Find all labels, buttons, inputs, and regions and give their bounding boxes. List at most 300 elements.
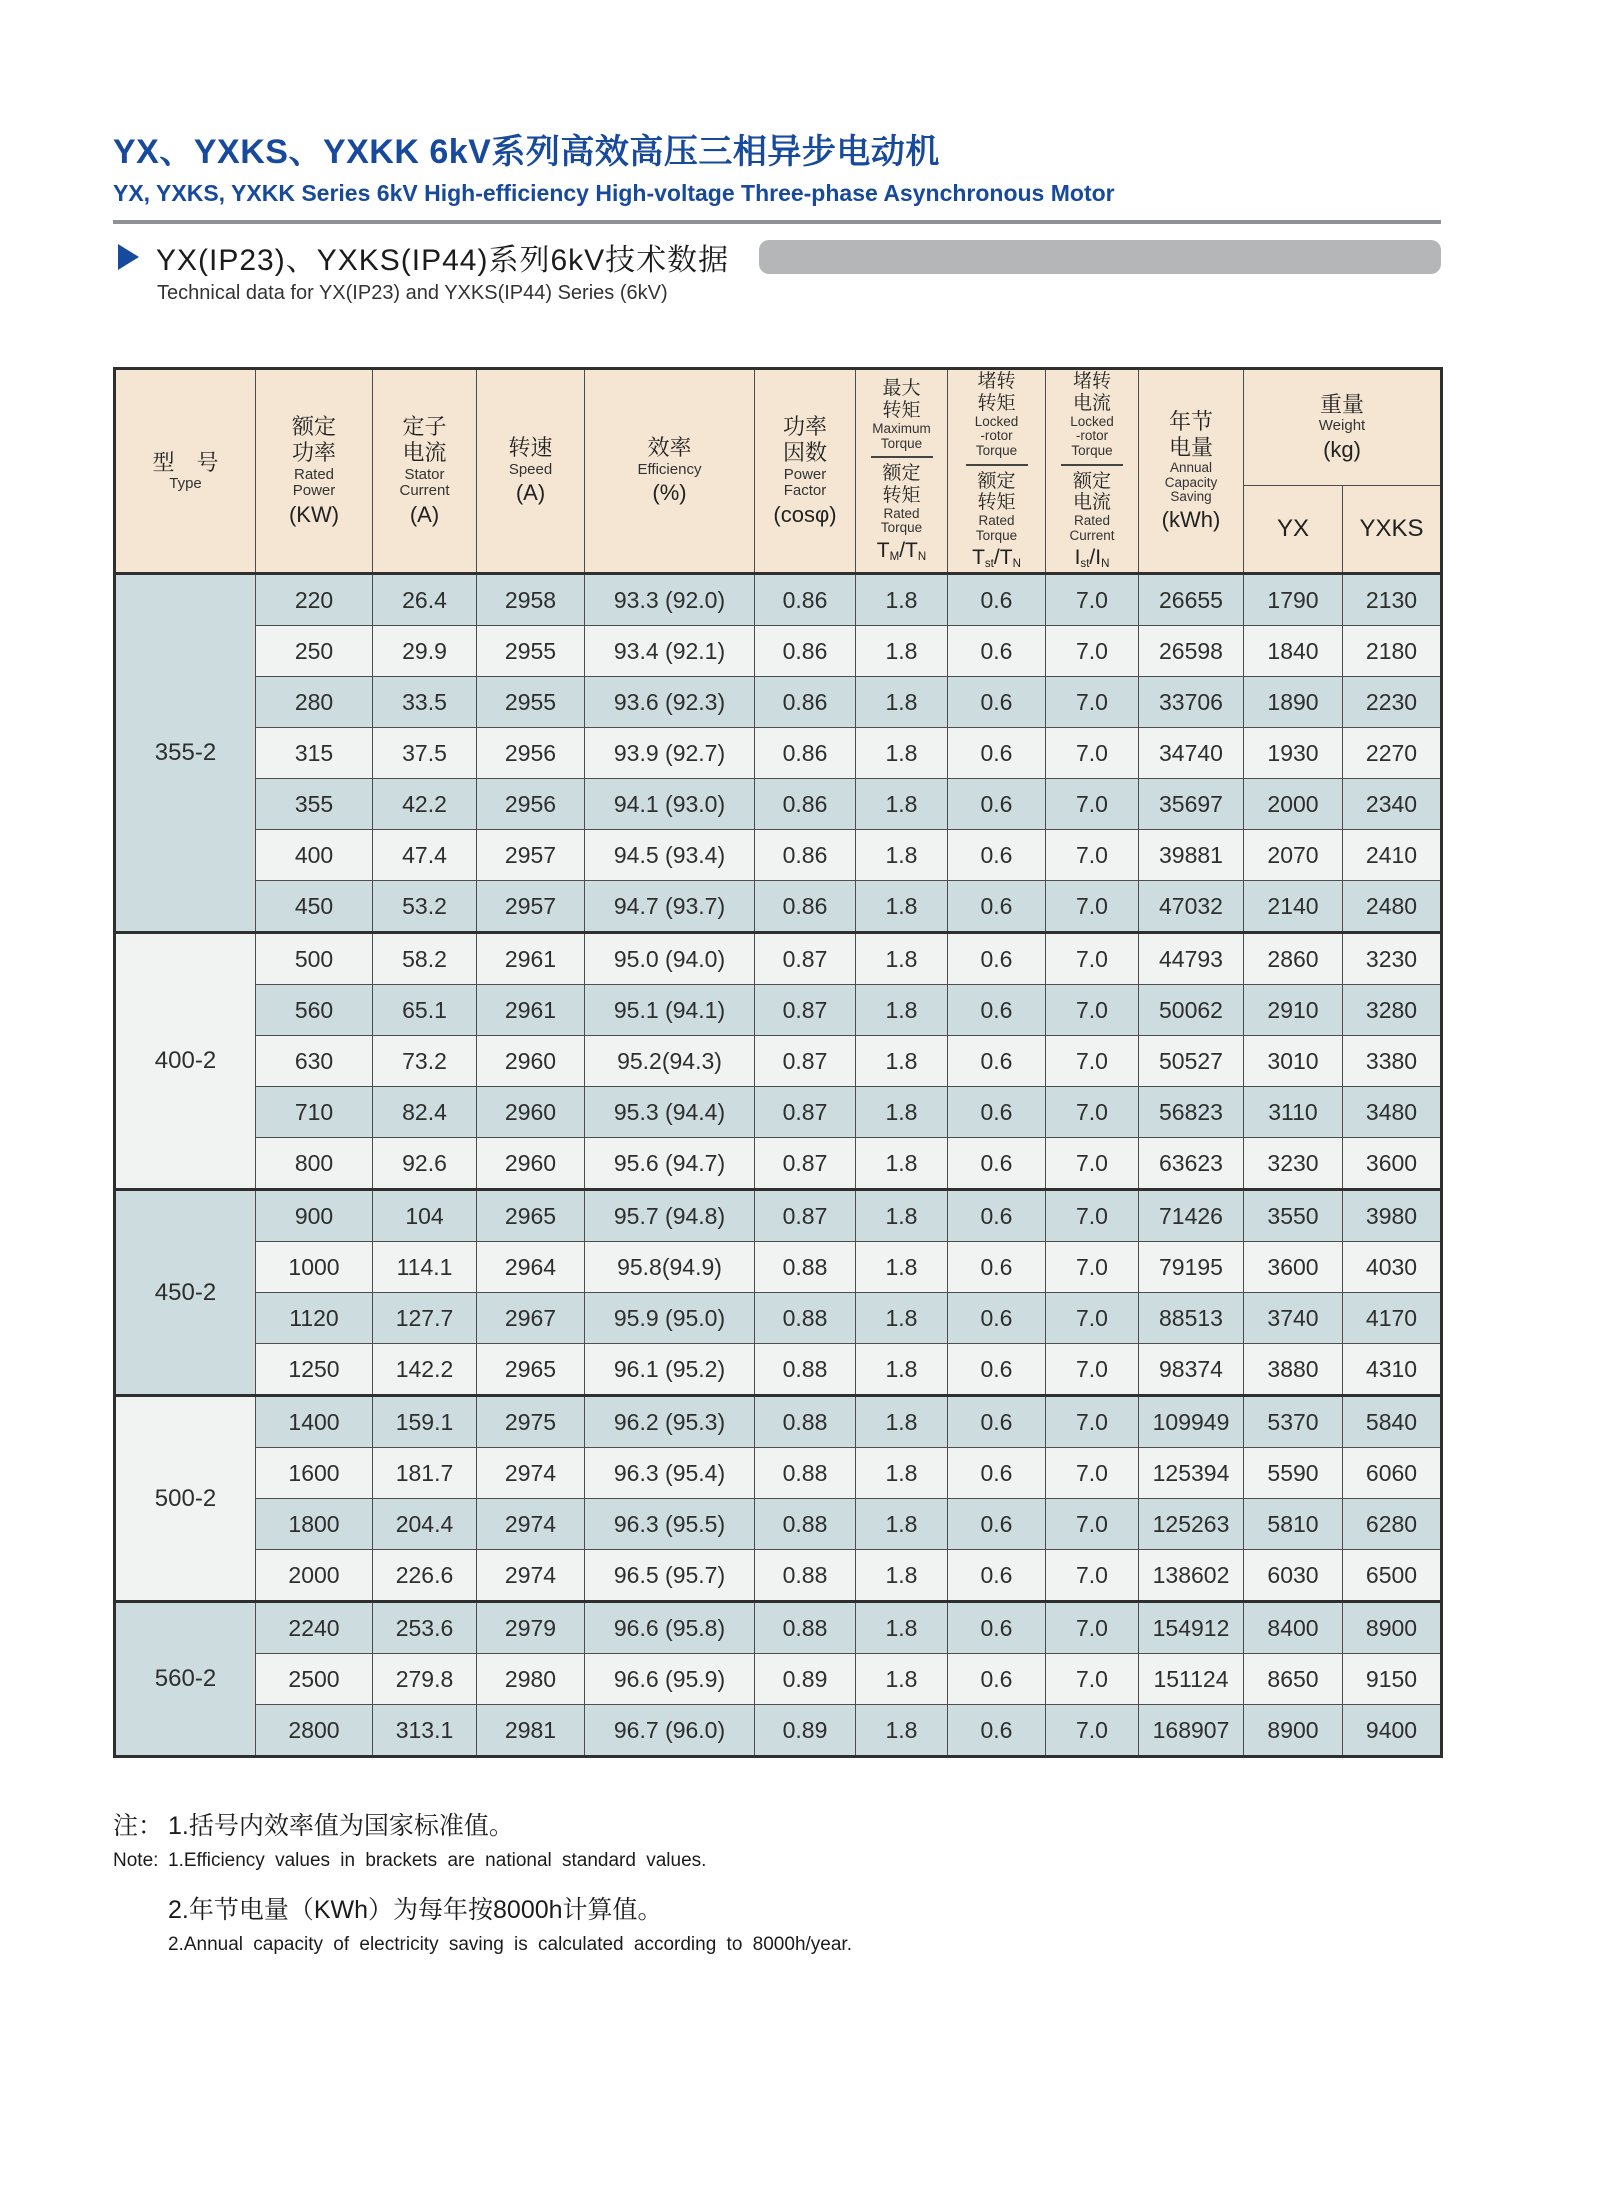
header-unit: (A)	[515, 480, 546, 506]
table-row	[115, 1190, 1442, 1242]
data-cell: 33.5	[373, 677, 477, 728]
data-cell: 3010	[1244, 1036, 1343, 1087]
note-text: 1.括号内效率值为国家标准值。	[168, 1812, 514, 1840]
col-header-power-factor	[755, 369, 856, 574]
data-cell: 0.6	[948, 626, 1046, 677]
header-unit: (cosφ)	[773, 501, 837, 527]
data-cell: 4310	[1343, 1344, 1442, 1396]
page	[113, 0, 1441, 1956]
data-cell: 181.7	[373, 1448, 477, 1499]
header-unit: (%)	[652, 480, 687, 506]
data-cell: 1.8	[856, 1344, 948, 1396]
data-cell: 2960	[477, 1087, 585, 1138]
header-label: 转速	[508, 435, 553, 461]
data-cell: 7.0	[1046, 677, 1139, 728]
data-cell: 2965	[477, 1190, 585, 1242]
table-row	[115, 1602, 1442, 1654]
data-cell: 1.8	[856, 1448, 948, 1499]
data-cell: 1.8	[856, 1705, 948, 1757]
header-label: Rated	[883, 505, 920, 521]
data-cell: 2800	[256, 1705, 373, 1757]
data-cell: 630	[256, 1036, 373, 1087]
data-cell: 1.8	[856, 779, 948, 830]
table-row	[115, 933, 1442, 985]
header-label: Saving	[1170, 489, 1212, 505]
table-row	[115, 626, 1442, 677]
data-cell: 4030	[1343, 1242, 1442, 1293]
col-header-type	[115, 369, 256, 574]
data-cell: 0.6	[948, 677, 1046, 728]
note-line	[113, 1806, 1441, 1842]
table-row	[115, 1654, 1442, 1705]
table-row	[115, 1448, 1442, 1499]
data-cell: 0.86	[755, 830, 856, 881]
data-cell: 3110	[1244, 1087, 1343, 1138]
data-cell: 3230	[1343, 933, 1442, 985]
header-label: 年节	[1168, 408, 1213, 434]
data-cell: 142.2	[373, 1344, 477, 1396]
data-cell: 37.5	[373, 728, 477, 779]
data-cell: 0.88	[755, 1396, 856, 1448]
header-label: 转矩	[882, 485, 921, 507]
header-label: 转矩	[977, 392, 1016, 414]
data-cell: 2961	[477, 933, 585, 985]
data-cell: 127.7	[373, 1293, 477, 1344]
data-cell: 7.0	[1046, 1293, 1139, 1344]
data-cell: 7.0	[1046, 1705, 1139, 1757]
data-cell: 7.0	[1046, 1448, 1139, 1499]
col-header-max-torque	[856, 369, 948, 574]
data-cell: 2956	[477, 728, 585, 779]
data-cell: 95.8(94.9)	[585, 1242, 755, 1293]
header-label: 定子	[402, 413, 447, 439]
header-label: -rotor	[980, 428, 1013, 444]
data-cell: 109949	[1139, 1396, 1244, 1448]
table-row	[115, 779, 1442, 830]
data-cell: 7.0	[1046, 881, 1139, 933]
col-header-weight-yxks	[1343, 486, 1442, 574]
section-arrow-icon	[118, 244, 139, 270]
data-cell: 2974	[477, 1550, 585, 1602]
col-header-weight-yx	[1244, 486, 1343, 574]
col-header-speed	[477, 369, 585, 574]
data-cell: 3380	[1343, 1036, 1442, 1087]
data-cell: 7.0	[1046, 626, 1139, 677]
data-cell: 2070	[1244, 830, 1343, 881]
data-cell: 2957	[477, 830, 585, 881]
data-cell: 3740	[1244, 1293, 1343, 1344]
data-cell: 3550	[1244, 1190, 1343, 1242]
data-cell: 42.2	[373, 779, 477, 830]
type-cell: 560-2	[115, 1602, 256, 1757]
header-label: Speed	[508, 460, 553, 478]
data-cell: 96.1 (95.2)	[585, 1344, 755, 1396]
table-row	[115, 1344, 1442, 1396]
data-cell: 2230	[1343, 677, 1442, 728]
type-cell: 500-2	[115, 1396, 256, 1602]
header-label: 型 号	[152, 449, 219, 475]
header-unit: (KW)	[288, 501, 340, 527]
note-line	[113, 1890, 1441, 1926]
data-cell: 2860	[1244, 933, 1343, 985]
header-unit: (kWh)	[1161, 507, 1221, 533]
ratio-symbol: $I_{st}/I_N$	[1074, 546, 1110, 571]
col-header-locked-rotor-current	[1046, 369, 1139, 574]
type-cell: 355-2	[115, 574, 256, 933]
data-cell: 0.88	[755, 1293, 856, 1344]
data-cell: 0.6	[948, 779, 1046, 830]
data-cell: 0.6	[948, 1602, 1046, 1654]
data-cell: 1250	[256, 1344, 373, 1396]
data-cell: 125263	[1139, 1499, 1244, 1550]
data-cell: 168907	[1139, 1705, 1244, 1757]
data-cell: 7.0	[1046, 1654, 1139, 1705]
data-cell: 7.0	[1046, 728, 1139, 779]
data-cell: 0.88	[755, 1499, 856, 1550]
table-row	[115, 985, 1442, 1036]
note-text: 2.Annual capacity of electricity saving is calculated according to 8000h/year.	[168, 1934, 852, 1955]
data-cell: 3880	[1244, 1344, 1343, 1396]
data-cell: 7.0	[1046, 1499, 1139, 1550]
table-row	[115, 1550, 1442, 1602]
data-cell: 33706	[1139, 677, 1244, 728]
data-cell: 0.88	[755, 1602, 856, 1654]
data-cell: 250	[256, 626, 373, 677]
data-cell: 0.6	[948, 574, 1046, 626]
header-label: 转矩	[977, 492, 1016, 514]
header-label: 最大	[882, 378, 921, 400]
data-cell: 3980	[1343, 1190, 1442, 1242]
data-cell: 4170	[1343, 1293, 1442, 1344]
data-cell: 2960	[477, 1138, 585, 1190]
data-cell: 0.86	[755, 574, 856, 626]
data-cell: 47.4	[373, 830, 477, 881]
header-label: Efficiency	[637, 460, 702, 478]
data-cell: 93.9 (92.7)	[585, 728, 755, 779]
data-cell: 98374	[1139, 1344, 1244, 1396]
data-cell: 1.8	[856, 830, 948, 881]
data-cell: 96.6 (95.8)	[585, 1602, 755, 1654]
data-cell: 0.6	[948, 985, 1046, 1036]
data-cell: 1.8	[856, 881, 948, 933]
data-cell: 0.87	[755, 933, 856, 985]
header-label: 功率	[782, 413, 827, 439]
data-cell: 1.8	[856, 933, 948, 985]
data-cell: 2980	[477, 1654, 585, 1705]
data-cell: 1.8	[856, 1499, 948, 1550]
data-cell: 0.6	[948, 1550, 1046, 1602]
data-cell: 0.86	[755, 626, 856, 677]
header-label: Locked	[1070, 413, 1114, 429]
header-label: 电流	[1072, 392, 1111, 414]
data-cell: 355	[256, 779, 373, 830]
data-cell: 0.6	[948, 1087, 1046, 1138]
data-cell: 2270	[1343, 728, 1442, 779]
header-label: Torque	[1071, 442, 1113, 458]
table-row	[115, 1036, 1442, 1087]
data-cell: 65.1	[373, 985, 477, 1036]
data-cell: 95.2(94.3)	[585, 1036, 755, 1087]
data-cell: 95.0 (94.0)	[585, 933, 755, 985]
header-label: Rated	[1073, 513, 1111, 529]
data-cell: 96.7 (96.0)	[585, 1705, 755, 1757]
section-header	[113, 237, 1441, 277]
header-label: 重量	[1320, 391, 1365, 417]
data-cell: 1.8	[856, 677, 948, 728]
data-cell: 0.86	[755, 779, 856, 830]
data-cell: 1930	[1244, 728, 1343, 779]
data-cell: 0.6	[948, 881, 1046, 933]
data-cell: 313.1	[373, 1705, 477, 1757]
data-cell: 2965	[477, 1344, 585, 1396]
data-cell: 800	[256, 1138, 373, 1190]
data-cell: 0.89	[755, 1654, 856, 1705]
data-cell: 151124	[1139, 1654, 1244, 1705]
table-row	[115, 1499, 1442, 1550]
header-label: 电流	[402, 440, 447, 466]
header-label: Torque	[975, 442, 1018, 458]
data-cell: 7.0	[1046, 574, 1139, 626]
data-cell: 82.4	[373, 1087, 477, 1138]
col-header-stator-current	[373, 369, 477, 574]
data-cell: 7.0	[1046, 933, 1139, 985]
data-cell: 0.6	[948, 728, 1046, 779]
data-cell: 2000	[256, 1550, 373, 1602]
data-cell: 1.8	[856, 1396, 948, 1448]
data-cell: 0.6	[948, 1036, 1046, 1087]
data-cell: 73.2	[373, 1036, 477, 1087]
data-cell: 2340	[1343, 779, 1442, 830]
data-cell: 94.7 (93.7)	[585, 881, 755, 933]
data-cell: 2961	[477, 985, 585, 1036]
data-cell: 0.86	[755, 881, 856, 933]
data-cell: 5810	[1244, 1499, 1343, 1550]
data-cell: 280	[256, 677, 373, 728]
header-label: 额定	[1072, 470, 1111, 492]
data-cell: 138602	[1139, 1550, 1244, 1602]
data-cell: 3600	[1343, 1138, 1442, 1190]
type-cell: 450-2	[115, 1190, 256, 1396]
data-cell: 95.1 (94.1)	[585, 985, 755, 1036]
data-cell: 0.87	[755, 1190, 856, 1242]
data-cell: 7.0	[1046, 1242, 1139, 1293]
data-cell: 8650	[1244, 1654, 1343, 1705]
data-cell: 0.87	[755, 1138, 856, 1190]
data-cell: 3280	[1343, 985, 1442, 1036]
col-header-rated-power	[256, 369, 373, 574]
data-cell: 94.5 (93.4)	[585, 830, 755, 881]
header-label: YXKS	[1359, 515, 1424, 542]
data-cell: 93.6 (92.3)	[585, 677, 755, 728]
data-cell: 2974	[477, 1448, 585, 1499]
data-cell: 2910	[1244, 985, 1343, 1036]
data-cell: 9150	[1343, 1654, 1442, 1705]
data-cell: 2140	[1244, 881, 1343, 933]
data-cell: 279.8	[373, 1654, 477, 1705]
data-cell: 2410	[1343, 830, 1442, 881]
data-cell: 7.0	[1046, 1190, 1139, 1242]
data-cell: 44793	[1139, 933, 1244, 985]
data-cell: 9400	[1343, 1705, 1442, 1757]
data-cell: 5840	[1343, 1396, 1442, 1448]
data-cell: 6280	[1343, 1499, 1442, 1550]
data-cell: 5370	[1244, 1396, 1343, 1448]
ratio-symbol: $T_{st}/T_N$	[972, 546, 1021, 571]
data-cell: 0.6	[948, 1396, 1046, 1448]
data-cell: 400	[256, 830, 373, 881]
data-cell: 900	[256, 1190, 373, 1242]
note-line	[113, 1850, 1441, 1872]
data-cell: 560	[256, 985, 373, 1036]
data-cell: 95.6 (94.7)	[585, 1138, 755, 1190]
data-cell: 1600	[256, 1448, 373, 1499]
data-cell: 1.8	[856, 1293, 948, 1344]
data-cell: 8900	[1343, 1602, 1442, 1654]
type-cell: 400-2	[115, 933, 256, 1190]
ratio-symbol: $T_M/T_N$	[876, 539, 927, 563]
data-cell: 253.6	[373, 1602, 477, 1654]
data-cell: 1.8	[856, 985, 948, 1036]
data-cell: 1890	[1244, 677, 1343, 728]
header-unit: (A)	[409, 501, 440, 527]
data-cell: 7.0	[1046, 985, 1139, 1036]
header-label: Stator	[404, 465, 445, 483]
data-cell: 58.2	[373, 933, 477, 985]
data-cell: 2967	[477, 1293, 585, 1344]
header-label: Torque	[975, 527, 1018, 543]
data-cell: 220	[256, 574, 373, 626]
data-cell: 0.6	[948, 830, 1046, 881]
data-cell: 1.8	[856, 1242, 948, 1293]
header-label: 电流	[1072, 492, 1111, 514]
data-cell: 2974	[477, 1499, 585, 1550]
note-line	[113, 1934, 1441, 1956]
header-label: 额定	[882, 463, 921, 485]
data-cell: 94.1 (93.0)	[585, 779, 755, 830]
table-row	[115, 830, 1442, 881]
data-cell: 0.89	[755, 1705, 856, 1757]
data-cell: 50062	[1139, 985, 1244, 1036]
data-cell: 114.1	[373, 1242, 477, 1293]
data-cell: 96.6 (95.9)	[585, 1654, 755, 1705]
data-cell: 500	[256, 933, 373, 985]
data-cell: 1000	[256, 1242, 373, 1293]
data-cell: 2130	[1343, 574, 1442, 626]
header-label: Maximum	[872, 421, 931, 437]
data-cell: 39881	[1139, 830, 1244, 881]
table-row	[115, 1242, 1442, 1293]
data-cell: 125394	[1139, 1448, 1244, 1499]
data-cell: 93.4 (92.1)	[585, 626, 755, 677]
data-cell: 0.6	[948, 1654, 1046, 1705]
data-cell: 3230	[1244, 1138, 1343, 1190]
data-cell: 204.4	[373, 1499, 477, 1550]
data-cell: 450	[256, 881, 373, 933]
note-label: Note:	[113, 1850, 159, 1871]
header-label: Factor	[783, 482, 827, 500]
data-cell: 0.87	[755, 985, 856, 1036]
data-cell: 2957	[477, 881, 585, 933]
data-cell: 226.6	[373, 1550, 477, 1602]
data-cell: 7.0	[1046, 1396, 1139, 1448]
data-cell: 1120	[256, 1293, 373, 1344]
data-cell: 0.6	[948, 1705, 1046, 1757]
header-label: Type	[169, 474, 202, 492]
col-header-annual-saving	[1139, 369, 1244, 574]
data-cell: 47032	[1139, 881, 1244, 933]
data-cell: 35697	[1139, 779, 1244, 830]
data-cell: 96.2 (95.3)	[585, 1396, 755, 1448]
data-cell: 95.7 (94.8)	[585, 1190, 755, 1242]
title-divider	[113, 220, 1441, 224]
data-cell: 26598	[1139, 626, 1244, 677]
header-label: Torque	[880, 520, 923, 536]
data-cell: 5590	[1244, 1448, 1343, 1499]
header-label: 电量	[1168, 434, 1213, 460]
data-cell: 88513	[1139, 1293, 1244, 1344]
data-cell: 0.88	[755, 1242, 856, 1293]
table-row	[115, 728, 1442, 779]
data-cell: 0.6	[948, 1190, 1046, 1242]
header-label: 效率	[647, 435, 692, 461]
header-label: 转矩	[882, 400, 921, 422]
data-cell: 1.8	[856, 1602, 948, 1654]
data-cell: 1.8	[856, 1138, 948, 1190]
data-cell: 7.0	[1046, 1344, 1139, 1396]
data-cell: 1800	[256, 1499, 373, 1550]
page-title: YX、YXKS、YXKK 6kV系列高效高压三相异步电动机	[113, 133, 940, 171]
data-cell: 104	[373, 1190, 477, 1242]
header-label: Annual	[1169, 460, 1213, 476]
data-cell: 0.6	[948, 1499, 1046, 1550]
header-label: YX	[1276, 515, 1309, 542]
data-cell: 1.8	[856, 1190, 948, 1242]
data-cell: 26.4	[373, 574, 477, 626]
data-cell: 3600	[1244, 1242, 1343, 1293]
data-cell: 1.8	[856, 626, 948, 677]
data-cell: 8400	[1244, 1602, 1343, 1654]
data-cell: 2975	[477, 1396, 585, 1448]
data-cell: 95.9 (95.0)	[585, 1293, 755, 1344]
section-decor-bar	[759, 240, 1441, 274]
data-cell: 1.8	[856, 1036, 948, 1087]
header-label: Rated	[293, 465, 335, 483]
data-cell: 0.88	[755, 1344, 856, 1396]
data-cell: 710	[256, 1087, 373, 1138]
data-cell: 26655	[1139, 574, 1244, 626]
data-cell: 8900	[1244, 1705, 1343, 1757]
table-row	[115, 1396, 1442, 1448]
data-cell: 1.8	[856, 1087, 948, 1138]
data-cell: 1840	[1244, 626, 1343, 677]
note-text: 1.Efficiency values in brackets are national standard values.	[168, 1850, 707, 1871]
data-cell: 2958	[477, 574, 585, 626]
fraction-divider	[1061, 464, 1123, 466]
data-cell: 6060	[1343, 1448, 1442, 1499]
data-cell: 0.88	[755, 1550, 856, 1602]
data-cell: 0.86	[755, 728, 856, 779]
data-cell: 2500	[256, 1654, 373, 1705]
table-row	[115, 1293, 1442, 1344]
data-cell: 2480	[1343, 881, 1442, 933]
data-cell: 2979	[477, 1602, 585, 1654]
header-label: 堵转	[977, 371, 1016, 393]
data-cell: 0.6	[948, 1138, 1046, 1190]
data-cell: 92.6	[373, 1138, 477, 1190]
data-cell: 2956	[477, 779, 585, 830]
header-label: Current	[1069, 527, 1115, 543]
data-cell: 2964	[477, 1242, 585, 1293]
